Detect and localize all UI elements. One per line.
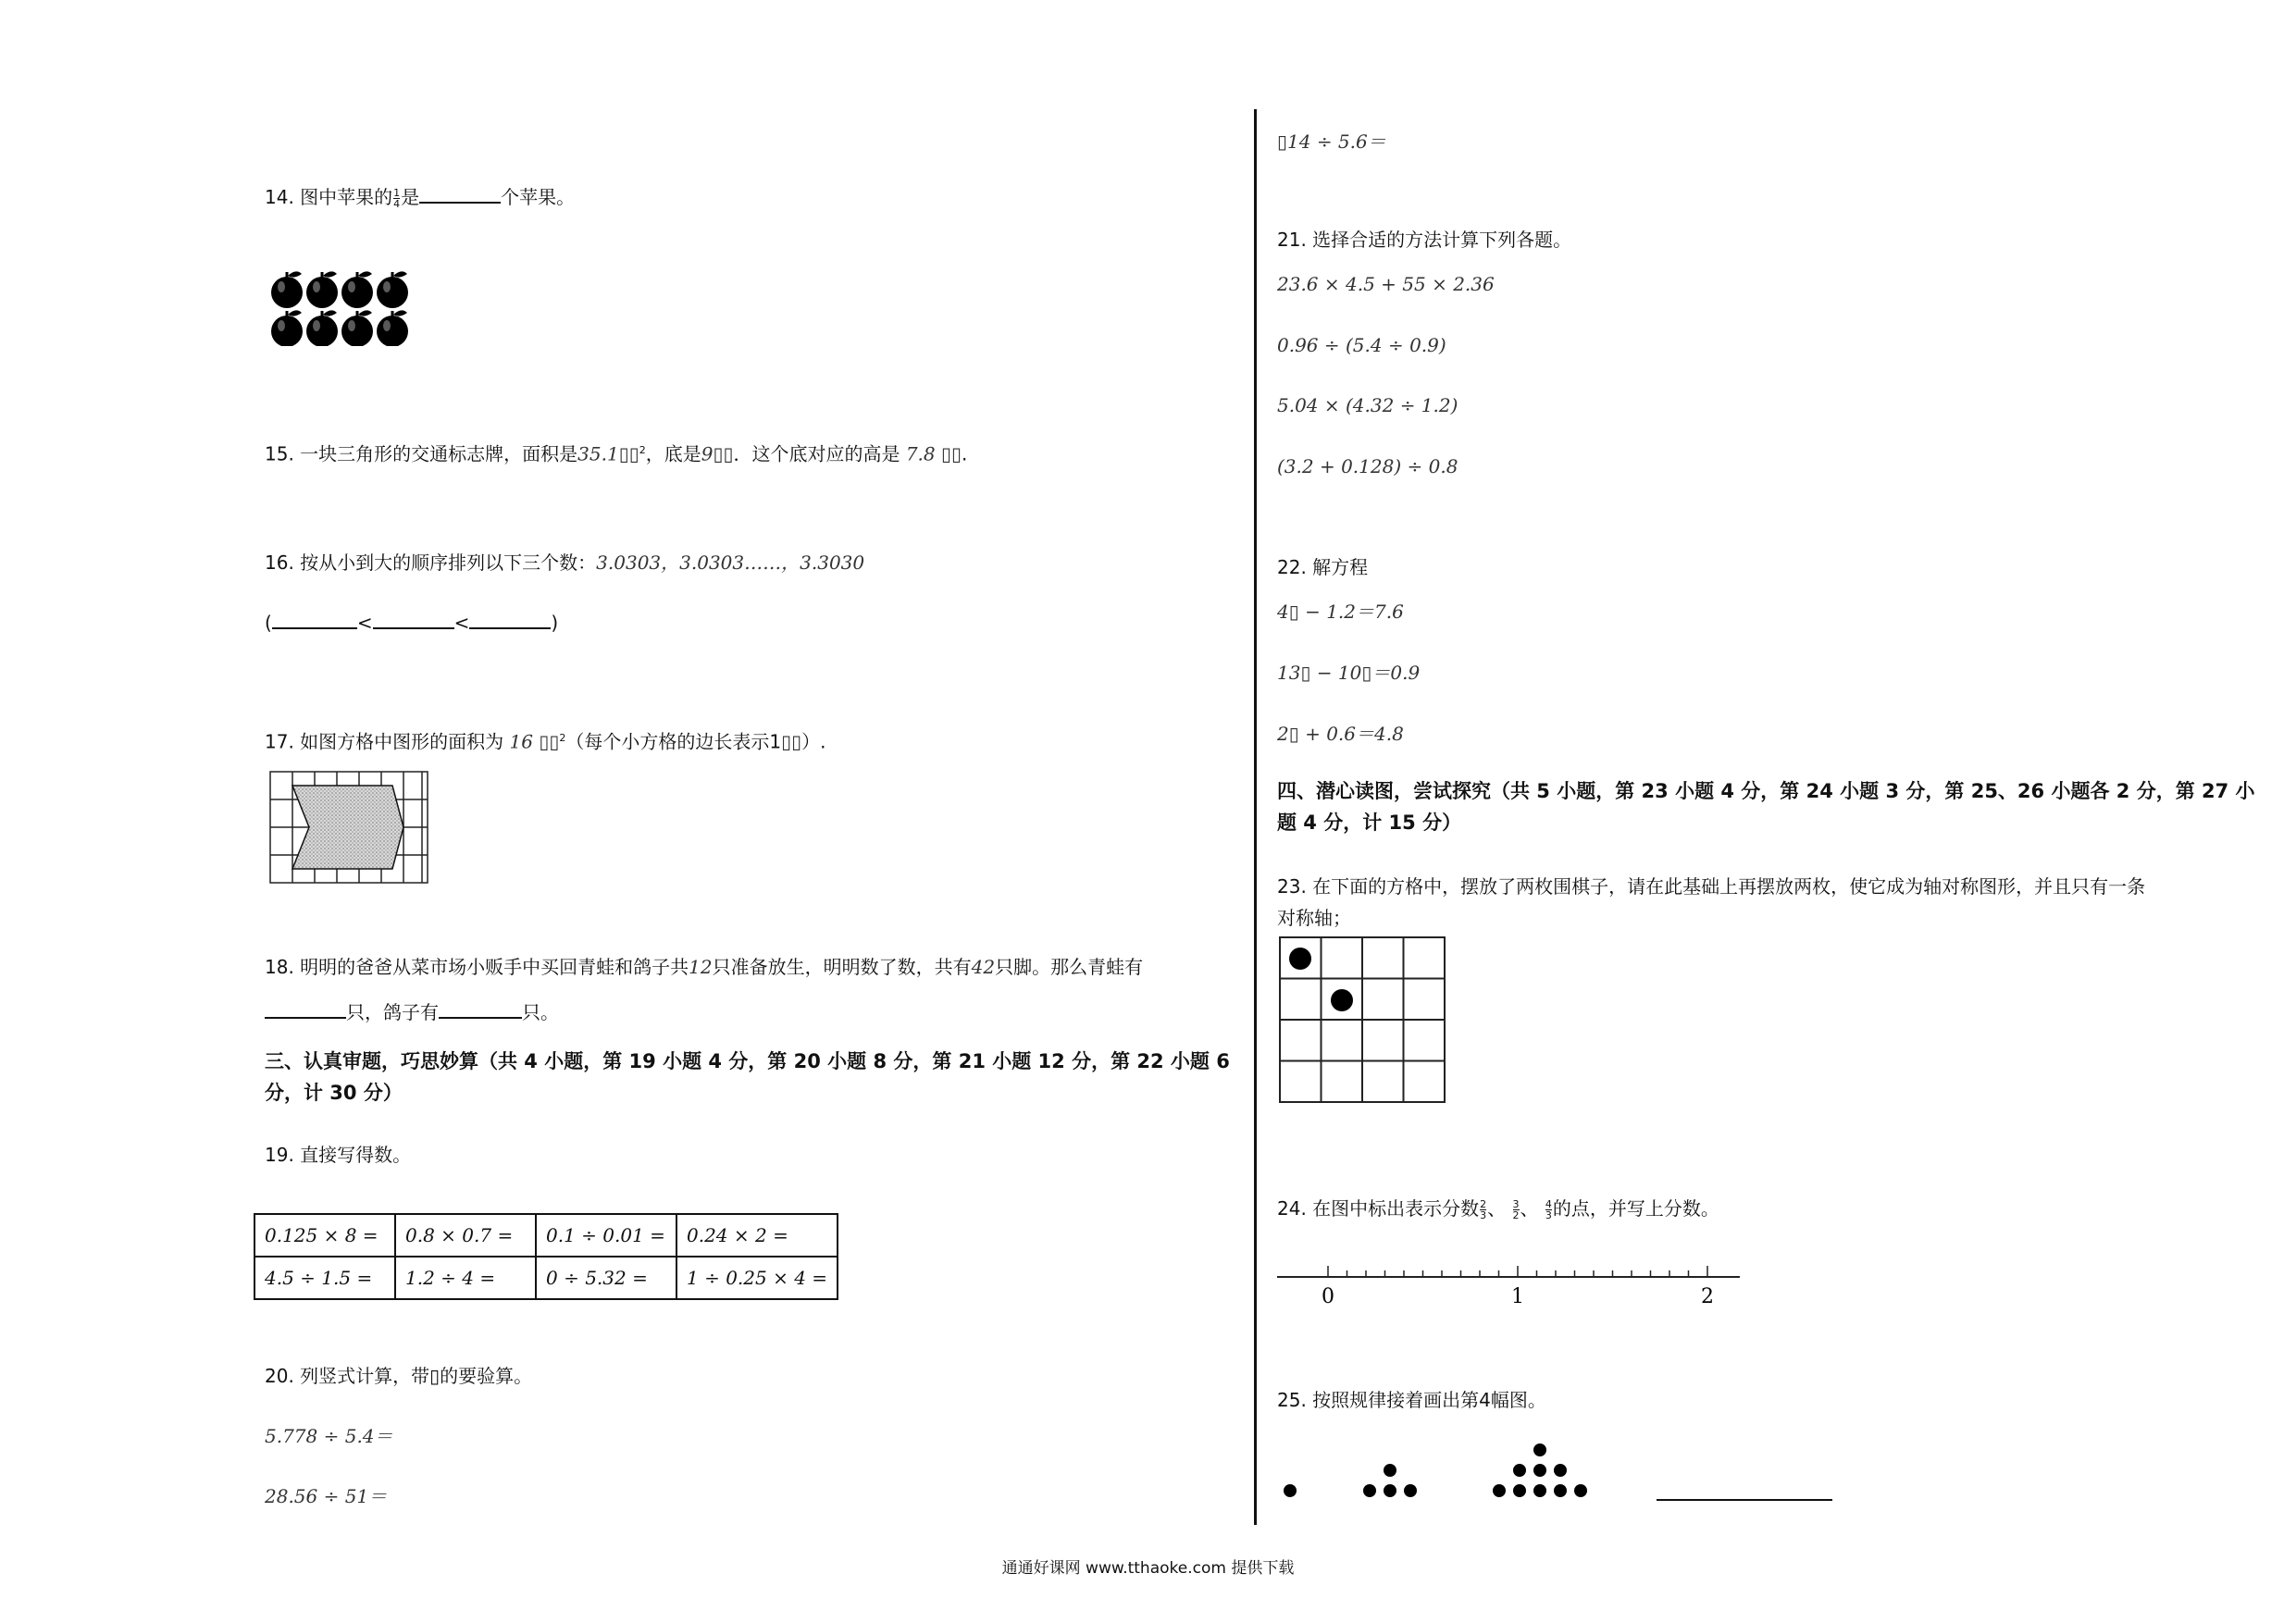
table-cell: 0.8 × 0.7 = xyxy=(395,1214,536,1257)
q21-expression-1: 23.6 × 4.5 + 55 × 2.36 xyxy=(1277,273,1495,295)
dot-icon xyxy=(1384,1464,1396,1477)
tick-label: 0 xyxy=(1322,1285,1334,1308)
page-footer: 通通好课网 www.tthaoke.com 提供下载 xyxy=(1001,1559,1295,1578)
question-23 xyxy=(1277,871,2145,934)
q24-sep-2: 、 xyxy=(1520,1197,1539,1220)
section-3-line-1: 三、认真审题，巧思妙算（共 4 小题，第 19 小题 4 分，第 20 小题 8 分，第 21 小题 12 分，第 22 小题 6 xyxy=(265,1050,1230,1072)
question-14 xyxy=(265,185,575,209)
q16-blank-2[interactable] xyxy=(373,611,454,629)
dot-icon xyxy=(1284,1484,1297,1497)
dot-icon xyxy=(1554,1484,1567,1497)
q22-equation-1: 4▯ − 1.2＝7.6 xyxy=(1277,601,1404,623)
tick-label: 1 xyxy=(1511,1285,1524,1308)
table-cell: 1.2 ÷ 4 = xyxy=(395,1257,536,1299)
q24-fraction-1: $\frac{2}{3}$ xyxy=(1480,1198,1487,1221)
mental-math-table xyxy=(254,1213,838,1300)
dot-icon xyxy=(1554,1464,1567,1477)
apple-icon xyxy=(341,271,373,308)
q16-text: 16. 按从小到大的顺序排列以下三个数： xyxy=(265,551,597,574)
q23-line-2: 对称轴； xyxy=(1277,907,1351,929)
question-21: 21. 选择合适的方法计算下列各题。 xyxy=(1277,229,1572,251)
q24-fraction-2: $\frac{3}{2}$ xyxy=(1512,1198,1520,1221)
dot-icon xyxy=(1404,1484,1417,1497)
question-17 xyxy=(265,726,825,754)
q16-lt-2: < xyxy=(453,612,470,634)
question-25: 25. 按照规律接着画出第4幅图。 xyxy=(1277,1389,1546,1411)
q18-count: 12 xyxy=(689,956,713,978)
dot-icon xyxy=(1574,1484,1587,1497)
q14-number: 14. xyxy=(265,186,294,208)
dot-icon xyxy=(1363,1484,1376,1497)
q15-height-unit: ▯▯ xyxy=(941,442,962,465)
go-stone-icon xyxy=(1289,948,1311,970)
dot-icon xyxy=(1384,1484,1396,1497)
q22-equation-3: 2▯ + 0.6＝4.8 xyxy=(1277,723,1404,745)
apple-icon xyxy=(271,271,303,308)
q16-lt-1: < xyxy=(356,612,373,634)
q17-unit-2: ▯▯ xyxy=(781,730,802,753)
q14-fraction: $\frac{1}{4}$ xyxy=(393,187,401,210)
q15-square: 2 xyxy=(639,444,646,456)
dot-icon xyxy=(1513,1484,1526,1497)
dot-icon xyxy=(1493,1484,1506,1497)
question-22: 22. 解方程 xyxy=(1277,556,1369,578)
go-stone-icon xyxy=(1331,989,1353,1011)
dot-icon xyxy=(1533,1484,1546,1497)
q20-expression-1: 5.778 ÷ 5.4＝ xyxy=(265,1425,393,1447)
question-15 xyxy=(265,439,967,466)
dot-icon xyxy=(1533,1443,1546,1456)
q18-legs: 42 xyxy=(971,956,996,978)
q17-square: 2 xyxy=(559,732,566,744)
q17-text-b: （每个小方格的边长表示1 xyxy=(565,730,782,753)
q15-area: 35.1 xyxy=(577,442,619,465)
question-18-line-2 xyxy=(265,1000,559,1024)
q16-blank-1[interactable] xyxy=(272,611,357,629)
q18-frog-blank[interactable] xyxy=(265,1000,346,1019)
q18-line-1c: 只脚。那么青蛙有 xyxy=(995,956,1144,978)
q17-text-c: ）. xyxy=(801,730,826,753)
question-16 xyxy=(265,551,864,575)
q18-line-1: 18. 明明的爸爸从菜市场小贩手中买回青蛙和鸽子共 xyxy=(265,956,689,978)
dot-pattern-figure xyxy=(1277,1439,1832,1504)
table-cell: 1 ÷ 0.25 × 4 = xyxy=(676,1257,838,1299)
table-cell: 4.5 ÷ 1.5 = xyxy=(254,1257,395,1299)
q20-expression-3: ▯14 ÷ 5.6＝ xyxy=(1277,130,1386,153)
q15-base: 9 xyxy=(701,442,714,465)
section-4-line-2: 题 4 分，计 15 分） xyxy=(1277,812,1462,834)
dot-icon xyxy=(1533,1464,1546,1477)
question-24 xyxy=(1277,1196,1719,1220)
question-19: 19. 直接写得数。 xyxy=(265,1144,412,1166)
q24-text-a: 24. 在图中标出表示分数 xyxy=(1277,1197,1480,1220)
column-divider xyxy=(1254,109,1257,1525)
q24-fraction-3: $\frac{4}{3}$ xyxy=(1545,1198,1552,1221)
q16-answer-row xyxy=(265,611,558,635)
grid-shape-figure xyxy=(268,770,431,886)
q17-value: 16 xyxy=(509,730,533,753)
apple-icon xyxy=(271,310,303,346)
apple-icon xyxy=(306,310,338,346)
section-3-heading xyxy=(265,1046,1230,1109)
q15-height: 7.8 xyxy=(905,442,936,465)
shaded-shape xyxy=(292,786,403,869)
q21-expression-3: 5.04 × (4.32 ÷ 1.2) xyxy=(1277,394,1458,416)
q15-text-a: 15. 一块三角形的交通标志牌，面积是 xyxy=(265,442,578,465)
q23-line-1: 23. 在下面的方格中，摆放了两枚围棋子，请在此基础上再摆放两枚，使它成为轴对称图形，并且只有一条 xyxy=(1277,875,2146,898)
apple-icon xyxy=(377,310,408,346)
q24-text-b: 的点，并写上分数。 xyxy=(1552,1197,1719,1220)
q16-blank-3[interactable] xyxy=(469,611,551,629)
table-cell: 0.24 × 2 = xyxy=(676,1214,838,1257)
q14-text-a: 图中苹果的 xyxy=(300,186,393,208)
number-line-ticks xyxy=(1328,1266,1707,1277)
question-20: 20. 列竖式计算，带▯的要验算。 xyxy=(265,1365,533,1387)
q14-text-c: 个苹果。 xyxy=(501,186,576,208)
q20-expression-2: 28.56 ÷ 51＝ xyxy=(265,1485,388,1507)
section-3-line-2: 分，计 30 分） xyxy=(265,1082,403,1104)
table-cell: 0 ÷ 5.32 = xyxy=(536,1257,676,1299)
q16-open-paren: ( xyxy=(265,612,272,634)
apple-icon xyxy=(341,310,373,346)
q15-unit: ▯▯ xyxy=(618,442,639,465)
apples-figure xyxy=(268,261,426,346)
q18-pigeon-blank[interactable] xyxy=(439,1000,522,1019)
q15-text-d: . xyxy=(962,442,968,465)
q18-line-2a: 只，鸽子有 xyxy=(346,1001,439,1023)
q15-text-c: ．这个底对应的高是 xyxy=(733,442,900,465)
table-row xyxy=(254,1214,838,1257)
q24-sep-1: 、 xyxy=(1487,1197,1507,1220)
number-line xyxy=(1275,1260,1744,1308)
q21-expression-2: 0.96 ÷ (5.4 ÷ 0.9) xyxy=(1277,334,1446,356)
apple-icon xyxy=(377,271,408,308)
q14-answer-blank[interactable] xyxy=(419,185,501,204)
table-cell: 0.1 ÷ 0.01 = xyxy=(536,1214,676,1257)
q17-unit: ▯▯ xyxy=(539,730,560,753)
q16-numbers: 3.0303，3.0303……，3.3030 xyxy=(596,551,865,574)
q16-close-paren: ) xyxy=(551,612,559,634)
q18-line-1b: 只准备放生，明明数了数，共有 xyxy=(712,956,972,978)
table-cell: 0.125 × 8 = xyxy=(254,1214,395,1257)
q17-text-a: 17. 如图方格中图形的面积为 xyxy=(265,730,504,753)
table-row xyxy=(254,1257,838,1299)
q22-equation-2: 13▯ − 10▯＝0.9 xyxy=(1277,662,1421,684)
q15-base-unit: ▯▯ xyxy=(713,442,734,465)
question-18-line-1 xyxy=(265,955,1143,979)
go-board-grid xyxy=(1277,935,1449,1105)
section-4-heading xyxy=(1277,775,2255,838)
q15-text-b: ，底是 xyxy=(645,442,701,465)
apple-icon xyxy=(306,271,338,308)
q14-text-b: 是 xyxy=(401,186,420,208)
q18-line-2b: 只。 xyxy=(522,1001,559,1023)
section-4-line-1: 四、潜心读图，尝试探究（共 5 小题，第 23 小题 4 分，第 24 小题 3 分，第 25、26 小题各 2 分，第 27 小 xyxy=(1277,780,2255,802)
tick-label: 2 xyxy=(1701,1285,1714,1308)
dot-icon xyxy=(1513,1464,1526,1477)
q21-expression-4: (3.2 + 0.128) ÷ 0.8 xyxy=(1277,455,1458,477)
